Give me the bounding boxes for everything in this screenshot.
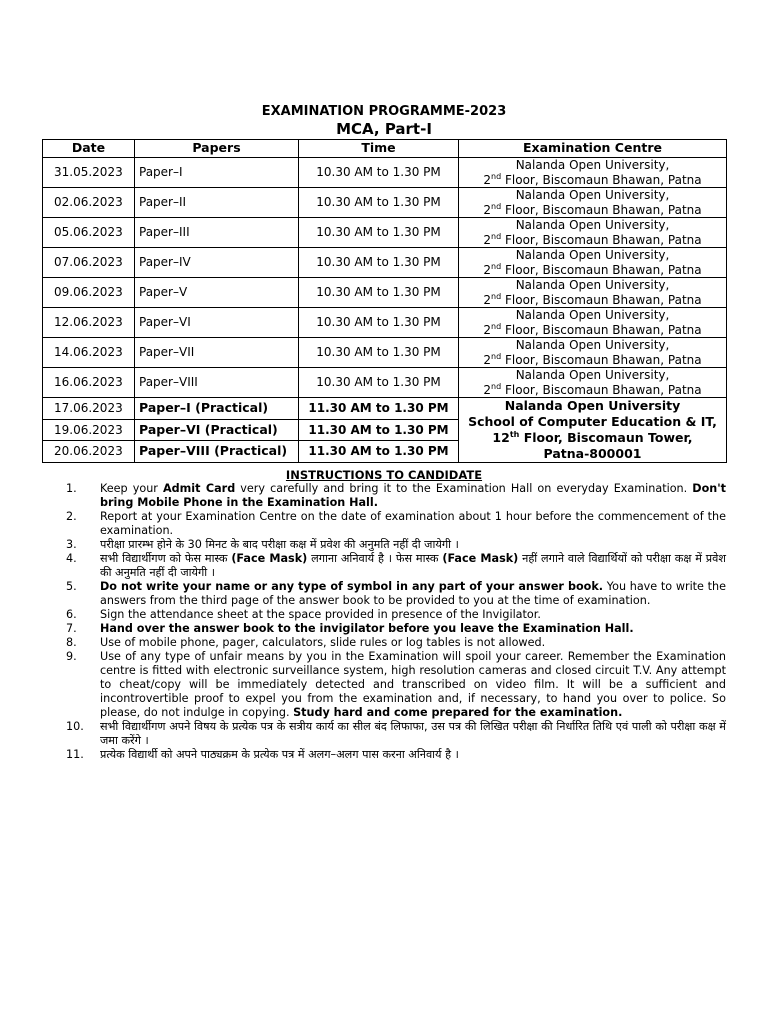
instruction-item: [42, 552, 726, 580]
centre-floor-sup: nd: [491, 381, 502, 391]
instruction-number: 2.: [66, 510, 77, 523]
cell-paper: Paper–I (Practical): [135, 398, 299, 420]
instruction-number: 11.: [66, 748, 84, 761]
cell-date: 07.06.2023: [43, 248, 135, 278]
instruction-item: [42, 580, 726, 608]
cell-time: 10.30 AM to 1.30 PM: [299, 218, 459, 248]
cell-time: 10.30 AM to 1.30 PM: [299, 248, 459, 278]
centre-floor-sup: nd: [491, 261, 502, 271]
centre-floor-sup: nd: [491, 201, 502, 211]
instruction-part: Use of any type of unfair means by you in the Examination will spoil your career. Remember the Examination centre is fitted with electronic surveillance system, high resolution cameras and closed circuit T.V. Any attempt to cheat/copy will be immediately detected and transcribed on video film. It will be a sufficient and incontrovertible proof to expel you from the examination and, if necessary, to hand you over to police. So please, do not indulge in copying.: [100, 650, 726, 719]
cell-centre: [459, 368, 727, 398]
instruction-text: Report at your Examination Centre on the date of examination about 1 hour before the commencement of the examination.: [100, 510, 726, 537]
instruction-part: लगाना अनिवार्य है । फेस मास्क: [307, 552, 443, 565]
instruction-part: Keep your: [100, 482, 163, 495]
practical-centre-line-2: School of Computer Education & IT,: [468, 414, 717, 429]
cell-centre: [459, 218, 727, 248]
cell-centre: [459, 338, 727, 368]
cell-centre: [459, 308, 727, 338]
cell-time: 10.30 AM to 1.30 PM: [299, 158, 459, 188]
instruction-text: सभी विद्यार्थीगण अपने विषय के प्रत्येक पत्र के सत्रीय कार्य का सील बंद लिफाफा, उस पत्र की लिखित परीक्षा की निर्धारित तिथि एवं पाली को परीक्षा कक्ष में जमा करेंगे ।: [100, 720, 726, 747]
cell-centre: [459, 248, 727, 278]
practical-centre-line-4: Patna-800001: [543, 446, 642, 461]
cell-date: 19.06.2023: [43, 419, 135, 441]
practical-centre-line-1: Nalanda Open University: [504, 398, 681, 413]
cell-paper: Paper–VI (Practical): [135, 419, 299, 441]
centre-line-1: Nalanda Open University,: [515, 368, 670, 382]
instruction-number: 10.: [66, 720, 84, 733]
instruction-number: 5.: [66, 580, 77, 593]
cell-practical-centre: [459, 398, 727, 463]
cell-paper: Paper–I: [135, 158, 299, 188]
instruction-text: परीक्षा प्रारम्भ होने के 30 मिनट के बाद परीक्षा कक्ष में प्रवेश की अनुमति नहीं दी जायेगी ।: [100, 538, 459, 551]
practical-centre-floor-sup: th: [509, 429, 520, 439]
schedule-table: [42, 139, 727, 463]
cell-time: 11.30 AM to 1.30 PM: [299, 419, 459, 441]
centre-floor-num: 2: [483, 382, 492, 397]
cell-time: 10.30 AM to 1.30 PM: [299, 338, 459, 368]
header-papers: Papers: [135, 140, 299, 158]
table-row: [43, 248, 727, 278]
instruction-item: [42, 622, 726, 636]
centre-floor-num: 2: [483, 322, 492, 337]
instruction-item: [42, 538, 726, 552]
header-centre: Examination Centre: [459, 140, 727, 158]
centre-line-2: Floor, Biscomaun Bhawan, Patna: [501, 292, 702, 307]
table-row: [43, 218, 727, 248]
centre-line-1: Nalanda Open University,: [515, 308, 670, 322]
instruction-item: [42, 482, 726, 510]
cell-time: 10.30 AM to 1.30 PM: [299, 368, 459, 398]
instruction-text: प्रत्येक विद्यार्थी को अपने पाठ्यक्रम के प्रत्येक पत्र में अलग–अलग पास करना अनिवार्य है ।: [100, 748, 459, 761]
instruction-text: [100, 622, 726, 636]
table-row: [43, 188, 727, 218]
instruction-part: सभी विद्यार्थीगण को फेस मास्क: [100, 552, 232, 565]
cell-date: 02.06.2023: [43, 188, 135, 218]
instruction-number: 1.: [66, 482, 77, 495]
centre-line-2: Floor, Biscomaun Bhawan, Patna: [501, 232, 702, 247]
instruction-number: 6.: [66, 608, 77, 621]
instruction-item: [42, 720, 726, 748]
instruction-number: 8.: [66, 636, 77, 649]
instruction-bold: Don't bring Mobile Phone in the Examination Hall.: [100, 482, 727, 509]
cell-date: 17.06.2023: [43, 398, 135, 420]
instruction-bold: Hand over the answer book to the invigilator before you leave the Examination Hall.: [100, 622, 634, 635]
cell-date: 20.06.2023: [43, 441, 135, 463]
instruction-item: [42, 608, 726, 622]
schedule-body: [43, 158, 727, 463]
centre-line-2: Floor, Biscomaun Bhawan, Patna: [501, 262, 702, 277]
centre-floor-sup: nd: [491, 291, 502, 301]
centre-floor-num: 2: [483, 172, 492, 187]
instruction-text: [100, 482, 726, 510]
instructions-list: [42, 482, 726, 762]
cell-paper: Paper–VI: [135, 308, 299, 338]
centre-floor-sup: nd: [491, 171, 502, 181]
cell-centre: [459, 278, 727, 308]
practical-centre-floor-num: 12: [492, 430, 510, 445]
cell-paper: Paper–IV: [135, 248, 299, 278]
centre-line-2: Floor, Biscomaun Bhawan, Patna: [501, 352, 702, 367]
centre-floor-num: 2: [483, 352, 492, 367]
cell-time: 10.30 AM to 1.30 PM: [299, 278, 459, 308]
cell-date: 14.06.2023: [43, 338, 135, 368]
centre-floor-sup: nd: [491, 231, 502, 241]
instruction-text: [100, 650, 726, 720]
cell-paper: Paper–III: [135, 218, 299, 248]
cell-date: 16.06.2023: [43, 368, 135, 398]
cell-paper: Paper–V: [135, 278, 299, 308]
instruction-item: [42, 748, 726, 762]
cell-paper: Paper–VII: [135, 338, 299, 368]
cell-time: 10.30 AM to 1.30 PM: [299, 308, 459, 338]
centre-line-1: Nalanda Open University,: [515, 338, 670, 352]
instruction-text: Use of mobile phone, pager, calculators, slide rules or log tables is not allowed.: [100, 636, 546, 649]
cell-date: 31.05.2023: [43, 158, 135, 188]
instructions-heading: INSTRUCTIONS TO CANDIDATE: [285, 468, 483, 482]
table-row: [43, 338, 727, 368]
instruction-text: [100, 552, 726, 580]
cell-centre: [459, 158, 727, 188]
centre-line-2: Floor, Biscomaun Bhawan, Patna: [501, 172, 702, 187]
cell-time: 10.30 AM to 1.30 PM: [299, 188, 459, 218]
instruction-item: [42, 650, 726, 720]
instruction-number: 4.: [66, 552, 77, 565]
centre-line-2: Floor, Biscomaun Bhawan, Patna: [501, 382, 702, 397]
centre-line-1: Nalanda Open University,: [515, 248, 670, 262]
instruction-number: 9.: [66, 650, 77, 663]
header-time: Time: [299, 140, 459, 158]
centre-line-1: Nalanda Open University,: [515, 188, 670, 202]
instruction-bold: Do not write your name or any type of symbol in any part of your answer book.: [100, 580, 604, 593]
centre-floor-num: 2: [483, 202, 492, 217]
instruction-bold: (Face Mask): [231, 552, 308, 565]
instruction-bold: Admit Card: [162, 482, 236, 495]
table-row-practical: [43, 398, 727, 420]
cell-time: 11.30 AM to 1.30 PM: [299, 441, 459, 463]
centre-floor-num: 2: [483, 262, 492, 277]
centre-line-1: Nalanda Open University,: [515, 218, 670, 232]
table-row: [43, 278, 727, 308]
cell-paper: Paper–VIII (Practical): [135, 441, 299, 463]
instruction-part: very carefully and bring it to the Examination Hall on everyday Examination.: [235, 482, 693, 495]
cell-date: 05.06.2023: [43, 218, 135, 248]
practical-centre-line-3: Floor, Biscomaun Tower,: [519, 430, 693, 445]
cell-paper: Paper–II: [135, 188, 299, 218]
header-date: Date: [43, 140, 135, 158]
centre-line-2: Floor, Biscomaun Bhawan, Patna: [501, 322, 702, 337]
document-page: [42, 104, 726, 762]
instruction-bold: (Face Mask): [442, 552, 519, 565]
instruction-text: Sign the attendance sheet at the space provided in presence of the Invigilator.: [100, 608, 541, 621]
cell-date: 09.06.2023: [43, 278, 135, 308]
centre-line-1: Nalanda Open University,: [515, 158, 670, 172]
instruction-part: नहीं लगाने वाले विद्यार्थियों को परीक्षा कक्ष में प्रवेश की अनुमति नहीं दी जायेगी ।: [100, 552, 726, 579]
centre-line-1: Nalanda Open University,: [515, 278, 670, 292]
centre-line-2: Floor, Biscomaun Bhawan, Patna: [501, 202, 702, 217]
cell-centre: [459, 188, 727, 218]
table-row: [43, 308, 727, 338]
instruction-item: [42, 510, 726, 538]
centre-floor-num: 2: [483, 292, 492, 307]
centre-floor-sup: nd: [491, 351, 502, 361]
table-row: [43, 368, 727, 398]
table-header-row: [43, 140, 727, 158]
instruction-number: 7.: [66, 622, 77, 635]
centre-floor-sup: nd: [491, 321, 502, 331]
instruction-text: [100, 580, 726, 608]
table-row: [43, 158, 727, 188]
centre-floor-num: 2: [483, 232, 492, 247]
instruction-part: You have to write the answers from the third page of the answer book to be provided to you at the time of examination.: [100, 580, 727, 607]
cell-date: 12.06.2023: [43, 308, 135, 338]
instruction-number: 3.: [66, 538, 77, 551]
cell-time: 11.30 AM to 1.30 PM: [299, 398, 459, 420]
instruction-item: [42, 636, 726, 650]
document-subtitle: MCA, Part-I: [336, 120, 432, 138]
cell-paper: Paper–VIII: [135, 368, 299, 398]
document-title: EXAMINATION PROGRAMME-2023: [261, 104, 507, 119]
instruction-bold: Study hard and come prepared for the examination.: [293, 706, 623, 719]
